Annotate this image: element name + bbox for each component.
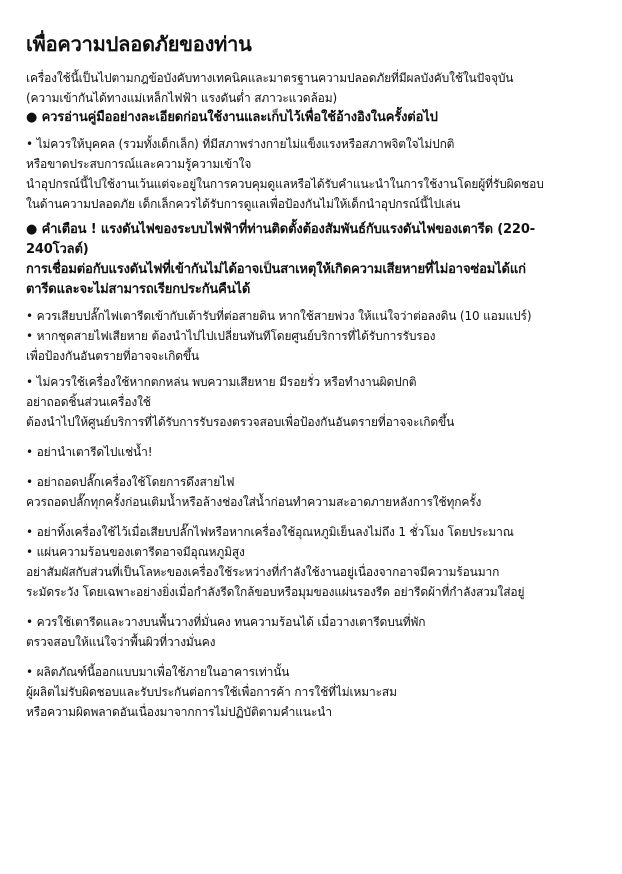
text-line: • ไม่ควรให้บุคคล (รวมทั้งเด็กเล็ก) ที่มีสภาพร่างกายไม่แข็งแรงหรือสภาพจิตใจไม่ปกติ (26, 137, 455, 151)
bold-notice-line: ตารีดและจะไม่สามารถเรียกประกันคืนได้ (26, 282, 251, 297)
text-line: ควรถอดปลั๊กทุกครั้งก่อนเติมน้ำหรือล้างช่องใส่น้ำก่อนทำความสะอาดภายหลังการใช้ทุกครั้ง (26, 495, 482, 509)
text-line: • อย่านำเตารีดไปแช่น้ำ! (26, 445, 153, 459)
text-line: เครื่องใช้นี้เป็นไปตามกฎข้อบังคับทางเทคนิคและมาตรฐานความปลอดภัยที่มีผลบังคับใช้ในปัจจุบัน (26, 71, 514, 85)
bold-notice-line: ● คำเตือน ! แรงดันไฟของระบบไฟฟ้าที่ท่านติดตั้งต้องสัมพันธ์กับแรงดันไฟของเตารีด (220- (26, 222, 535, 237)
text-line: หรือขาดประสบการณ์และความรู้ความเข้าใจ (26, 157, 252, 171)
text-line: ระมัดระวัง โดยเฉพาะอย่างยิ่งเมื่อกำลังรีดใกล้ขอบหรือมุมของแผ่นรองรีด อย่ารีดผ้าที่กำลังสวมใส่อยู่ (26, 585, 525, 599)
text-line: • ควรเสียบปลั๊กไฟเตารีดเข้ากับเต้ารับที่ต่อสายดิน หากใช้สายพ่วง ให้แน่ใจว่าต่อลงดิน (10 แอมแปร์) (26, 309, 532, 323)
text-line: • ควรใช้เตารีดและวางบนพื้นวางที่มั่นคง ทนความร้อนได้ เมื่อวางเตารีดบนที่พัก (26, 615, 426, 629)
text-line: ในด้านความปลอดภัย เด็กเล็กควรได้รับการดูแลเพื่อป้องกันไม่ให้เด็กนำอุปกรณ์นี้ไปเล่น (26, 197, 461, 211)
text-line: (ความเข้ากันได้ทางแม่เหล็กไฟฟ้า แรงดันต่ำ สภาวะแวดล้อม) (26, 91, 338, 105)
text-line: • หากชุดสายไฟเสียหาย ต้องนำไปไปเปลี่ยนทันทีโดยศูนย์บริการที่ได้รับการรับรอง (26, 329, 436, 343)
text-line: ตรวจสอบให้แน่ใจว่าพื้นผิวที่วางมั่นคง (26, 635, 216, 649)
bold-notice-line: การเชื่อมต่อกับแรงดันไฟที่เข้ากันไม่ได้อาจเป็นสาเหตุให้เกิดความเสียหายที่ไม่อาจซ่อมได้แก่ (26, 262, 526, 277)
text-line: • อย่าถอดปลั๊กเครื่องใช้โดยการดึงสายไฟ (26, 475, 235, 489)
bold-notice-line: ● ควรอ่านคู่มืออย่างละเอียดก่อนใช้งานและเก็บไว้เพื่อใช้อ้างอิงในครั้งต่อไป (26, 110, 438, 125)
page-title: เพื่อความปลอดภัยของท่าน (26, 32, 252, 56)
text-line: หรือความผิดพลาดอันเนื่องมาจากการไม่ปฏิบัติตามคำแนะนำ (26, 705, 332, 719)
text-line: • แผ่นความร้อนของเตารีดอาจมีอุณหภูมิสูง (26, 545, 245, 559)
text-line: อย่าสัมผัสกับส่วนที่เป็นโลหะของเครื่องใช้ระหว่างที่กำลังใช้งานอยู่เนื่องจากอาจมีความร้อนมาก (26, 565, 500, 579)
document-page (26, 30, 604, 722)
text-line: ต้องนำไปให้ศูนย์บริการที่ได้รับการรับรองตรวจสอบเพื่อป้องกันอันตรายที่อาจจะเกิดขึ้น (26, 415, 455, 429)
text-line: อย่าถอดชิ้นส่วนเครื่องใช้ (26, 395, 151, 409)
text-line: นำอุปกรณ์นี้ไปใช้งานเว้นแต่จะอยู่ในการควบคุมดูแลหรือได้รับคำแนะนำในการใช้งานโดยผู้ที่รับผิดชอบ (26, 177, 544, 191)
text-line: เพื่อป้องกันอันตรายที่อาจจะเกิดขึ้น (26, 349, 199, 363)
text-line: • อย่าทิ้งเครื่องใช้ไว้เมื่อเสียบปลั๊กไฟหรือหากเครื่องใช้อุณหภูมิเย็นลงไม่ถึง 1 ชั่วโมง โดยประมาณ (26, 525, 514, 539)
bold-notice-line: 240โวลต์) (26, 242, 89, 257)
safety-text-body (26, 68, 604, 722)
text-line: ผู้ผลิตไม่รับผิดชอบและรับประกันต่อการใช้เพื่อการค้า การใช้ที่ไม่เหมาะสม (26, 685, 397, 699)
text-line: • ไม่ควรใช้เครื่องใช้หากตกหล่น พบความเสียหาย มีรอยรั่ว หรือทำงานผิดปกติ (26, 375, 417, 389)
text-line: • ผลิตภัณฑ์นี้ออกแบบมาเพื่อใช้ภายในอาคารเท่านั้น (26, 665, 290, 679)
